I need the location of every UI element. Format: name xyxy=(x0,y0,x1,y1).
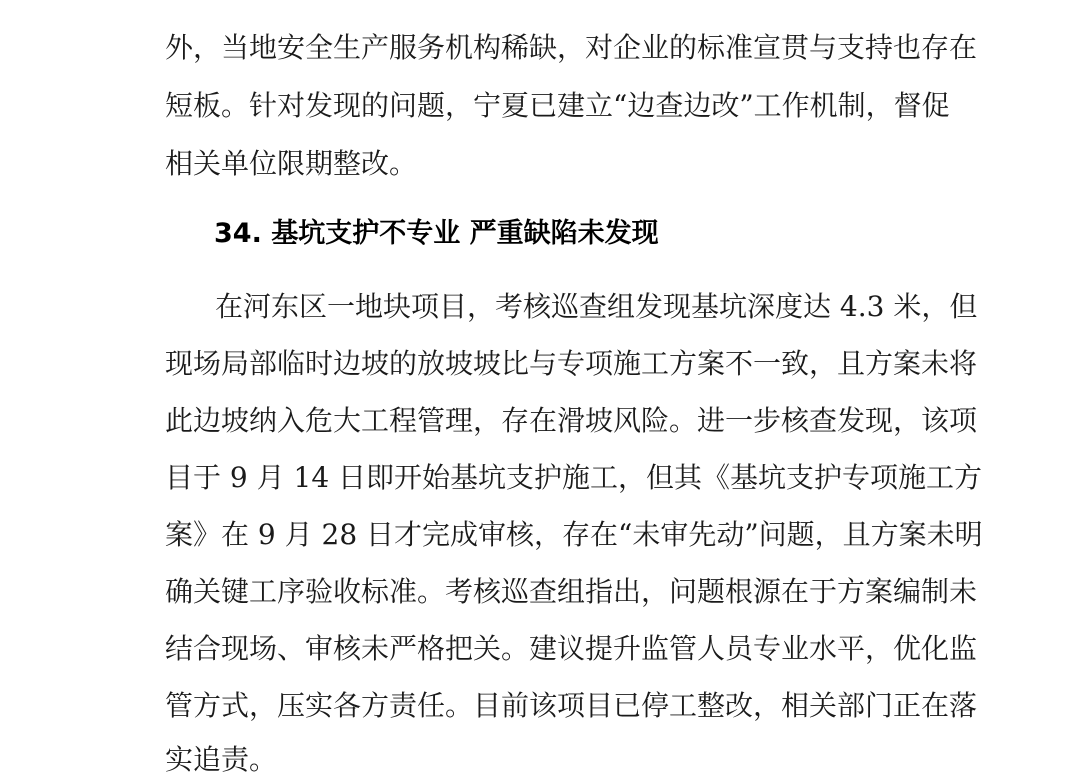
body-line-5: 案》在 9 月 28 日才完成审核，存在“未审先动”问题，且方案未明 xyxy=(165,518,983,551)
body-line-6: 确关键工序验收标准。考核巡查组指出，问题根源在于方案编制未 xyxy=(165,575,978,608)
intro-line-2: 短板。针对发现的问题，宁夏已建立“边查边改”工作机制，督促 xyxy=(165,89,950,122)
intro-line-3: 相关单位限期整改。 xyxy=(165,147,418,180)
body-line-9: 实追责。 xyxy=(165,743,278,776)
body-line-8: 管方式，压实各方责任。目前该项目已停工整改，相关部门正在落 xyxy=(165,689,978,722)
body-line-2: 现场局部临时边坡的放坡坡比与专项施工方案不一致，且方案未将 xyxy=(165,347,978,380)
body-line-1: 在河东区一地块项目，考核巡查组发现基坑深度达 4.3 米，但 xyxy=(215,290,978,323)
body-line-7: 结合现场、审核未严格把关。建议提升监管人员专业水平，优化监 xyxy=(165,632,978,665)
intro-line-1: 外，当地安全生产服务机构稀缺，对企业的标准宣贯与支持也存在 xyxy=(165,31,978,64)
section-heading: 34. 基坑支护不专业 严重缺陷未发现 xyxy=(214,218,659,249)
body-line-4: 目于 9 月 14 日即开始基坑支护施工，但其《基坑支护专项施工方 xyxy=(165,461,983,494)
body-line-3: 此边坡纳入危大工程管理，存在滑坡风险。进一步核查发现，该项 xyxy=(165,404,978,437)
